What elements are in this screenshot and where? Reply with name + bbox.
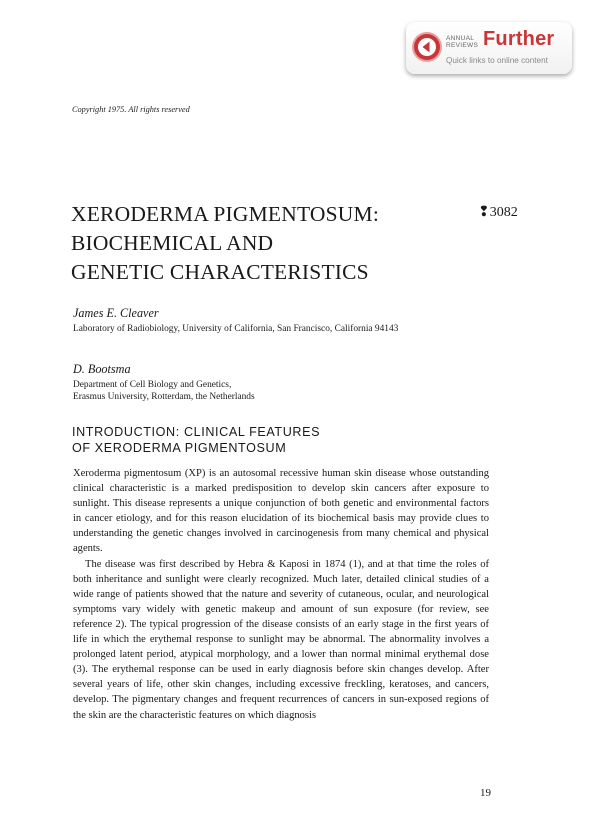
section-heading-line: INTRODUCTION: CLINICAL FEATURES (72, 425, 321, 439)
title-line: GENETIC CHARACTERISTICS (71, 260, 369, 284)
annual-reviews-logo-text (446, 35, 478, 49)
quick-links-label: Quick links to online content (446, 56, 548, 65)
section-heading-line: OF XERODERMA PIGMENTOSUM (72, 441, 287, 455)
reference-number: ❢3082 (478, 205, 518, 220)
annual-label: ANNUAL (446, 35, 475, 42)
section-heading (72, 424, 320, 456)
affiliation-line: Laboratory of Radiobiology, University of California, San Francisco, California 94143 (73, 324, 399, 334)
affiliation-line: Erasmus University, Rotterdam, the Netherlands (73, 392, 255, 402)
author-affiliation (73, 379, 255, 403)
author-name: James E. Cleaver (73, 306, 159, 320)
back-arrow-icon (414, 34, 440, 60)
title-line: XERODERMA PIGMENTOSUM: (71, 202, 380, 226)
annual-reviews-further-link[interactable] (406, 22, 572, 74)
copyright-notice: Copyright 1975. All rights reserved (72, 105, 190, 114)
body-text (73, 466, 489, 723)
page-number: 19 (480, 787, 491, 799)
author-name: D. Bootsma (73, 362, 131, 376)
article-title (71, 200, 379, 287)
title-line: BIOCHEMICAL AND (71, 231, 274, 255)
paragraph: The disease was first described by Hebra & Kaposi in 1874 (1), and at that time the roles of both inheritance and sunlight were clearly recognized. Much later, detailed clinical studies of a wide range of patients showed that the nature and severity of cutaneous, ocular, and neurological symptoms vary widely with genetic makeup and amount of sun exposure (for review, see reference 2). The typical progression of the disease consists of an early stage in the first years of life in which the erythemal response to sunlight may be abnormal. The abnormality involves a prolonged latent period, atypical morphology, and a lower than normal minimal erythemal dose (3). The erythemal response can be used in early diagnosis before skin changes develop. After several years of life, other skin changes, including excessive freckling, keratoses, and cancers, develop. The pigmentary changes and frequent recurrences of cancers in sun-exposed regions of the skin are the characteristic features on which diagnosis (73, 558, 489, 721)
further-label: Further (483, 28, 555, 50)
reviews-label: REVIEWS (446, 42, 479, 49)
author-affiliation (73, 323, 398, 335)
affiliation-line: Department of Cell Biology and Genetics, (73, 380, 232, 390)
paragraph: Xeroderma pigmentosum (XP) is an autosomal recessive human skin disease whose outstanding clinical characteristic is a marked predisposition to develop skin cancers after exposure to sunlight. This disease represents a unique conjunction of both genetic and environmental factors in cancer etiology, and for this reason elucidation of its biochemical basis may provide clues to understanding the genetic changes involved in carcinogenesis from many chemical and physical agents. (73, 468, 489, 555)
